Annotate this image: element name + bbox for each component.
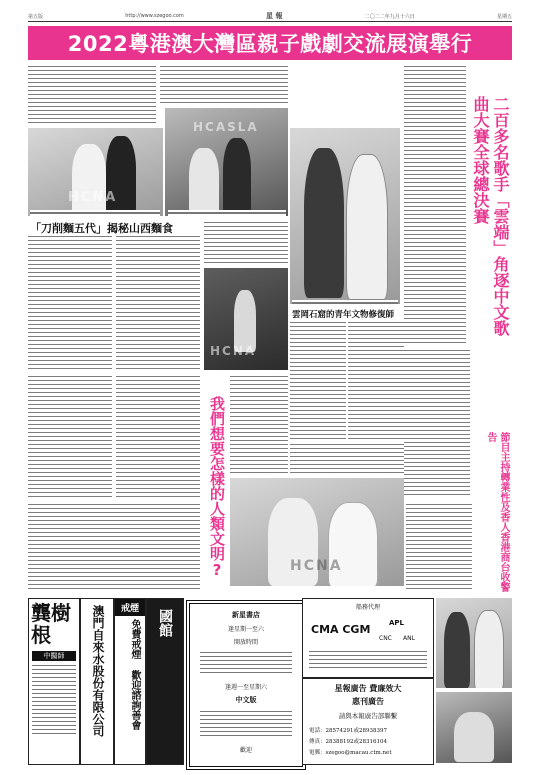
ad-cma-apl: APL [389,619,405,627]
wedding-photo-right: HCASLA [165,108,288,216]
noodles-article-col1 [28,236,112,372]
ad-notice-l5: 中文版 [235,695,257,704]
noodles-article-col2 [116,236,200,372]
ad-water-title: 澳門自來水股份有限公司 [91,605,105,737]
ad-cma-logo: CMA CGM [311,623,371,636]
singers-article-col [404,66,466,346]
issue-date: 二〇二二年九月十六日 [364,13,415,20]
lower-article-col1 [28,376,112,500]
civilization-headline: 我們想要怎樣的人類文明? [208,396,226,579]
relic-article-col2 [348,322,404,440]
ad-star-l2: 惠刊廣告 [352,696,384,706]
lower-article-col2 [116,376,200,500]
ad-water-company[interactable] [80,598,114,765]
ad-cma-agent: 船務代理 [355,604,380,611]
ad-notice-l4: 逢週一至星期六 [224,684,267,691]
ad-quit-smoking[interactable] [114,598,146,765]
bottom-left-article [28,504,200,590]
ad-shutree[interactable] [28,598,80,765]
ad-cma-cnc: CNC [379,635,392,642]
bottom-right-article [406,504,472,590]
photo-caption-2 [168,210,286,216]
stage-performance-photo: HCNA [204,268,288,370]
hk-warning-headline: 節目主持轉業性及香人香港商台收警告 [485,432,509,592]
paper-name: 星 報 [266,12,283,20]
ad-notice-l2: 逢星期一至六 [227,626,264,633]
singers-portrait-photo [290,128,400,304]
wedding-photo-left: HCNA [28,128,163,216]
singers-headline: 二百多名歌手「雲端」角逐中文歌曲大賽全球總決賽 [471,96,510,336]
ad-bookstore-notice[interactable] [186,600,306,770]
noodles-article-col3 [204,222,288,264]
page-header [28,12,512,20]
ad-boat-tag: 國館 [157,609,173,637]
weekday: 星期五 [496,13,512,20]
article-intro-mid [160,66,288,106]
two-women-photo: HCNA [230,478,404,586]
ad-shutree-sub: 中醫師 [32,651,76,661]
ad-star-paper[interactable] [302,678,434,765]
right-lower-article [404,350,470,498]
relic-headline: 雲岡石窟的青年文物修復師 [292,310,395,320]
ad-notice-l1: 新星書店 [232,610,260,619]
ad-star-l3: 請與本報廣告部聯繫 [338,712,398,720]
ad-cma-cgm[interactable] [302,598,434,678]
ad-notice-l6: 歡迎 [239,747,252,754]
article-intro-left [28,66,156,126]
couple-photo [436,598,512,688]
header-divider [28,21,512,22]
noodles-headline: 「刀削麵五代」揭秘山西麵食 [30,222,173,235]
ad-quit-tag: 戒煙 [115,599,145,616]
photo-caption-1 [30,210,160,216]
ad-shutree-title: 龔樹根 [31,601,71,647]
ad-star-l6: 電郵：szegoo@macau.ctm.net [309,750,392,756]
page-label: 第五版 [28,13,44,20]
photo-caption-3 [292,300,398,306]
ad-cma-anl: ANL [403,635,415,642]
ad-quit-text: 免費戒煙 歡迎諮詢善會 [129,619,140,730]
group-photo [436,692,512,763]
main-headline: 2022粵港澳大灣區親子戲劇交流展演舉行 [28,26,512,60]
civilization-article-col2 [290,444,404,474]
civilization-article-col1 [230,376,288,474]
site-url[interactable]: http://www.szegoo.com [125,13,184,19]
relic-article-col1 [290,322,346,440]
ad-notice-l3: 開放時間 [233,639,258,646]
ad-star-l4: 電話：28574291或28938397 [309,728,387,734]
ad-star-l5: 傳真：28388192或28316104 [309,739,387,745]
ad-boat[interactable] [146,598,184,765]
ad-star-l1: 星報廣告 費廉效大 [334,683,402,693]
